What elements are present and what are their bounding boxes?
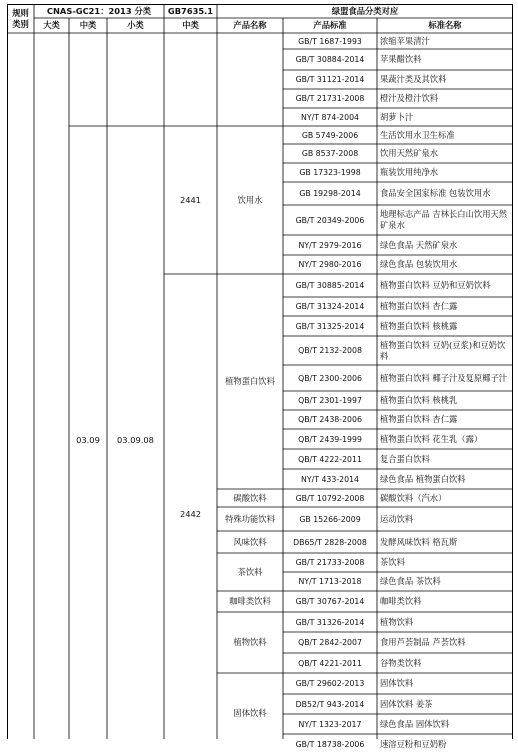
product-standard-code: QB/T 4222-2011 bbox=[298, 454, 362, 464]
standard-name: 植物饮料 bbox=[380, 616, 414, 627]
standard-name: 茶饮料 bbox=[380, 557, 405, 567]
product-standard-code: GB/T 31324-2014 bbox=[295, 302, 365, 311]
standard-name: 植物蛋白饮料 花生乳（露） bbox=[380, 433, 483, 444]
product-standard-code: GB/T 21731-2008 bbox=[295, 94, 365, 103]
standard-name: 植物蛋白饮料 杏仁露 bbox=[380, 301, 458, 311]
product-standard-code: QB/T 2301-1997 bbox=[298, 396, 362, 405]
standard-name: 速溶豆粉和豆奶粉 bbox=[380, 738, 447, 749]
standard-name: 植物蛋白饮料 豆奶(豆浆)和豆奶饮料 bbox=[380, 339, 506, 361]
product-group-name: 风味饮料 bbox=[233, 536, 267, 547]
standard-name: 浓缩苹果清汁 bbox=[380, 35, 430, 46]
product-standard-code: GB 17323-1998 bbox=[299, 168, 361, 177]
product-standard-code: NY/T 1713-2018 bbox=[298, 577, 362, 586]
col-major-header: 大类 bbox=[43, 20, 60, 30]
col-standard-name-header: 标准名称 bbox=[428, 20, 462, 30]
gb-code-2442: 2442 bbox=[179, 508, 202, 519]
product-group-name: 植物饮料 bbox=[233, 637, 267, 647]
product-standard-code: DB65/T 2828-2008 bbox=[293, 537, 367, 547]
product-standard-code: NY/T 2979-2016 bbox=[298, 240, 362, 250]
product-standard-code: GB/T 10792-2008 bbox=[295, 493, 365, 503]
standard-name: 绿色食品 包装饮用水 bbox=[380, 259, 458, 269]
standard-name: 地理标志产品 吉林长白山饮用天然矿泉水 bbox=[380, 209, 508, 230]
product-group-name: 饮用水 bbox=[237, 194, 263, 205]
standard-name: 发酵风味饮料 格瓦斯 bbox=[380, 536, 458, 547]
product-standard-code: NY/T 1323-2017 bbox=[298, 719, 362, 729]
standard-name: 绿色食品 固体饮料 bbox=[380, 718, 450, 729]
product-group-name: 特殊功能饮料 bbox=[225, 513, 275, 524]
product-standard-code: GB/T 29602-2013 bbox=[295, 679, 365, 688]
standard-name: 生活饮用水卫生标准 bbox=[380, 129, 455, 140]
standard-name: 植物蛋白饮料 豆奶和豆奶饮料 bbox=[380, 280, 491, 290]
gb-code-2441: 2441 bbox=[179, 194, 202, 205]
product-standard-code: GB 5749-2006 bbox=[301, 130, 359, 140]
product-standard-code: GB/T 30767-2014 bbox=[295, 597, 365, 606]
product-standard-code: GB/T 20349-2006 bbox=[295, 215, 365, 225]
standard-name: 植物蛋白饮料 杏仁露 bbox=[380, 414, 458, 424]
col-medium-header: 中类 bbox=[79, 20, 97, 30]
standard-name: 食品安全国家标准 包装饮用水 bbox=[380, 188, 491, 198]
standard-name: 果蔬汁类及其饮料 bbox=[380, 74, 447, 84]
standard-name: 苹果醋饮料 bbox=[380, 54, 422, 64]
product-standard-code: GB/T 18738-2006 bbox=[295, 739, 365, 749]
product-standard-code: GB/T 30885-2014 bbox=[295, 281, 365, 290]
product-standard-code: GB/T 31325-2014 bbox=[295, 321, 365, 331]
product-standard-code: NY/T 433-2014 bbox=[300, 474, 359, 484]
minor-class-code: 03.09.08 bbox=[117, 434, 154, 445]
product-standard-code: GB/T 21733-2008 bbox=[295, 558, 365, 567]
standard-name: 植物蛋白饮料 椰子汁及复原椰子汁 bbox=[380, 372, 508, 383]
gb-standard-header: GB7635.1 bbox=[167, 5, 214, 16]
standard-name: 绿色食品 茶饮料 bbox=[380, 576, 441, 586]
rule-category-header: 规则类别 bbox=[12, 7, 29, 29]
standard-name: 谷物类饮料 bbox=[380, 657, 422, 668]
col-product-name-header: 产品名称 bbox=[233, 20, 267, 30]
product-standard-code: QB/T 2439-1999 bbox=[298, 434, 362, 444]
product-standard-code: NY/T 874-2004 bbox=[300, 112, 359, 122]
product-standard-code: GB/T 31121-2014 bbox=[295, 75, 365, 84]
product-standard-code: GB/T 1687-1993 bbox=[298, 36, 362, 46]
product-standard-code: QB/T 2438-2006 bbox=[298, 415, 362, 424]
standard-name: 植物蛋白饮料 核桃乳 bbox=[380, 395, 458, 405]
product-standard-code: DB52/T 943-2014 bbox=[295, 699, 365, 709]
classification-table bbox=[7, 4, 513, 749]
standard-name: 运动饮料 bbox=[380, 513, 414, 524]
product-standard-code: NY/T 2980-2016 bbox=[298, 260, 362, 269]
product-group-name: 植物蛋白饮料 bbox=[225, 376, 275, 386]
standard-name: 碳酸饮料（汽水） bbox=[380, 492, 447, 503]
standard-name: 食用芦荟制品 芦荟饮料 bbox=[380, 637, 466, 647]
product-standard-code: QB/T 2842-2007 bbox=[298, 638, 362, 647]
standard-name: 绿色食品 天然矿泉水 bbox=[380, 239, 458, 250]
standard-name: 瓶装饮用纯净水 bbox=[380, 167, 439, 177]
cnas-classification-header: CNAS-GC21：2013 分类 bbox=[46, 5, 152, 16]
product-standard-code: QB/T 2300-2006 bbox=[298, 373, 362, 383]
product-group-name: 茶饮料 bbox=[237, 566, 263, 577]
standard-name: 复合蛋白饮料 bbox=[380, 453, 430, 464]
standard-name: 绿色食品 植物蛋白饮料 bbox=[380, 473, 466, 484]
product-standard-code: QB/T 4221-2011 bbox=[298, 658, 362, 668]
standard-name: 饮用天然矿泉水 bbox=[380, 148, 439, 158]
standard-name: 橙汁及橙汁饮料 bbox=[380, 93, 439, 103]
medium-class-code: 03.09 bbox=[76, 434, 100, 445]
standard-name: 胡萝卜汁 bbox=[380, 111, 414, 122]
product-group-name: 碳酸饮料 bbox=[233, 492, 267, 503]
product-group-name: 咖啡类饮料 bbox=[229, 596, 271, 606]
product-standard-code: GB 8537-2008 bbox=[301, 149, 359, 158]
product-group-name: 固体饮料 bbox=[233, 708, 267, 718]
col-minor-header: 小类 bbox=[127, 20, 144, 30]
product-standard-code: GB 15266-2009 bbox=[299, 514, 361, 524]
col-gb-medium-header: 中类 bbox=[182, 20, 199, 30]
col-product-standard-header: 产品标准 bbox=[313, 20, 347, 30]
product-standard-code: GB/T 30884-2014 bbox=[295, 55, 365, 64]
product-standard-code: GB/T 31326-2014 bbox=[295, 617, 365, 627]
standard-name: 植物蛋白饮料 核桃露 bbox=[380, 320, 458, 331]
product-standard-code: GB 19298-2014 bbox=[299, 189, 361, 198]
green-food-mapping-header: 绿盟食品分类对应 bbox=[331, 5, 399, 16]
standard-name: 固体饮料 bbox=[380, 678, 414, 688]
standard-name: 咖啡类饮料 bbox=[380, 596, 422, 606]
standard-name: 固体饮料 姜茶 bbox=[380, 698, 433, 709]
product-standard-code: QB/T 2132-2008 bbox=[298, 346, 362, 355]
